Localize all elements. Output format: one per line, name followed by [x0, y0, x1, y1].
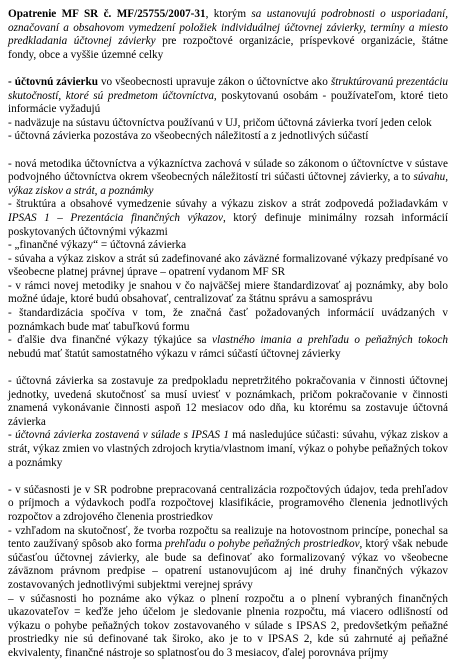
s3-paragraph-2 — [8, 429, 448, 470]
header-text-2: pre rozpočtové organizácie, príspevkové organizácie, štátne fondy, obce a vyššie územné celky — [8, 35, 448, 61]
spacer — [8, 470, 448, 484]
s1-bullet: - — [8, 75, 15, 88]
s3-paragraph-1: - účtovná závierka sa zostavuje za predpokladu nepretržitého pokračovania v činnosti účtovnej jednotky, uvedená skutočnosť sa musí uviesť v poznámkach, pričom pokračovanie v činnosti znamená vykonávanie činnosti aspoň 12 mesiacov odo dňa, ku ktorému sa zostavuje účtovná závierka — [8, 375, 448, 428]
s1-paragraph-1 — [8, 76, 448, 117]
spacer — [8, 62, 448, 76]
s2-paragraph-4: - súvaha a výkaz ziskov a strát sú zadefinované ako záväzné formalizované výkazy predpísané vo všeobecne platnej právnej úprave – opatrení vydanom MF SR — [8, 252, 448, 279]
header-paragraph — [8, 8, 448, 62]
s1-bold-term: účtovnú závierku — [14, 75, 98, 88]
s3-p2-text-b: má nasledujúce súčasti: súvahu, výkaz ziskov a strát, výkaz zmien vo vlastných zdrojoch krytia/vlastnom imaní, výkaz o pohybe peňažných tokov a poznámky — [8, 429, 448, 469]
s3-bullet: - — [8, 429, 16, 442]
s1-text-a: vo všeobecnosti upravuje zákon o účtovníctve ako — [97, 75, 331, 88]
s4-paragraph-1: - v súčasnosti je v SR podrobne prepracovaná centralizácia rozpočtových údajov, teda prehľadov o príjmoch a výdavkoch podľa rozpočtovej klasifikácie, programového členenia jednotlivých rozpočtov a zdrojového členenia prostriedkov — [8, 483, 448, 523]
s2-paragraph-2 — [8, 198, 448, 239]
spacer — [8, 361, 448, 375]
s2-paragraph-7 — [8, 334, 448, 361]
header-text-1: , ktorým — [205, 8, 247, 20]
s2-ipsas-reference: IPSAS 1 – Prezentácia finančných výkazov — [8, 211, 223, 224]
s1-paragraph-2: - nadväzuje na sústavu účtovníctva používanú v UJ, pričom účtovná závierka tvorí jeden celok — [8, 116, 432, 129]
s1-italic-definition: štruktúrovanú prezentáciu skutočností, ktoré sú predmetom účtovníctva, — [8, 75, 448, 102]
s2-paragraph-3: - „finančné výkazy“ = účtovná závierka — [8, 239, 187, 252]
s2-p7-text-a: - ďalšie dva finančné výkazy týkajúce sa — [8, 334, 212, 347]
s2-paragraph-6: - štandardizácia spočíva v tom, že značná časť požadovaných informácií uvádzaných v poznámkach bude mať tabuľkovú formu — [8, 307, 448, 333]
s2-paragraph-1 — [8, 158, 448, 199]
spacer — [8, 144, 448, 158]
s2-p2-text-b: , ktorý definuje minimálny rozsah informácií poskytovaných účtovnými výkazmi — [8, 211, 448, 238]
s2-paragraph-5: - v rámci novej metodiky je snahou v čo najväčšej miere štandardizovať aj poznámky, aby bolo možné údaje, ktoré budú obsahovať, centralizovať za štátnu správu a samosprávu — [8, 279, 448, 306]
s1-paragraph-3: - účtovná závierka pozostáva zo všeobecných náležitostí a z jednotlivých súčastí — [8, 130, 369, 143]
s1-text-b: poskytovanú osobám - používateľom, ktoré tieto informácie vyžadujú — [8, 89, 448, 116]
s3-italic-term: účtovná závierka zostavená v súlade s IPSAS 1 — [15, 429, 229, 442]
regulation-subject: sa ustanovujú podrobnosti o usporiadaní, označovaní a obsahovom vymedzení položiek individuálnej účtovnej závierky, termíny a miesto predkladania účtovnej závierky — [8, 8, 448, 48]
regulation-title: Opatrenie MF SR č. MF/25755/2007-31 — [8, 8, 206, 20]
s4-p2-text-b: , ktorý však nebude súčasťou účtovnej závierky, ale bude sa definovať ako formalizovaný výkaz vo všeobecne záväznom právnom predpise – opatrení ustanovujúcom aj iné druhy finančných výkazov zostavovaných jednotlivými subjektmi verejnej správy — [8, 538, 448, 591]
s4-paragraph-2 — [8, 525, 448, 593]
s2-p2-text-a: - štruktúra a obsahové vymedzenie súvahy a výkazu ziskov a strát zodpovedá požiadavkám v — [8, 198, 448, 211]
s2-text-a: - nová metodika účtovníctva a výkazníctva zachová v súlade so zákonom o účtovníctve v sústave podvojného účtovníctva okrem všeobecných náležitostí tri súčasti účtovnej závierky, a to — [8, 157, 448, 184]
s2-p7-text-b: nebudú mať štatút samostatného výkazu v rámci súčastí účtovnej závierky — [8, 347, 341, 360]
s4-p2-italic: prehľadu o pohybe peňažných prostriedkov — [165, 538, 360, 551]
s2-italic-components: súvahu, výkaz ziskov a strát, a poznámky — [8, 171, 448, 197]
s4-paragraph-3: – v súčasnosti ho poznáme ako výkaz o plnení rozpočtu a o plnení vybraných finančných ukazovateľov = keďže jeho účelom je sledovanie plnenia rozpočtu, má viacero odlišností od výkazu o pohybe peňažných tokov zostavovaného v súlade s IPSAS 2, predovšetkým peňažné prostriedky nie sú definované tak široko, ako je to v IPSAS 2, kde sú zahrnuté aj peňažné ekvivalenty, finančné nástroje so splatnosťou do 3 mesiacov, ďalej porovnáva príjmy — [8, 592, 448, 659]
s4-p2-text-a: - vzhľadom na skutočnosť, že tvorba rozpočtu sa realizuje na hotovostnom princípe, ponechal sa tento zaužívaný spôsob ako forma — [8, 524, 448, 551]
s2-p7-italic: vlastného imania a prehľadu o peňažných tokoch — [212, 334, 448, 347]
